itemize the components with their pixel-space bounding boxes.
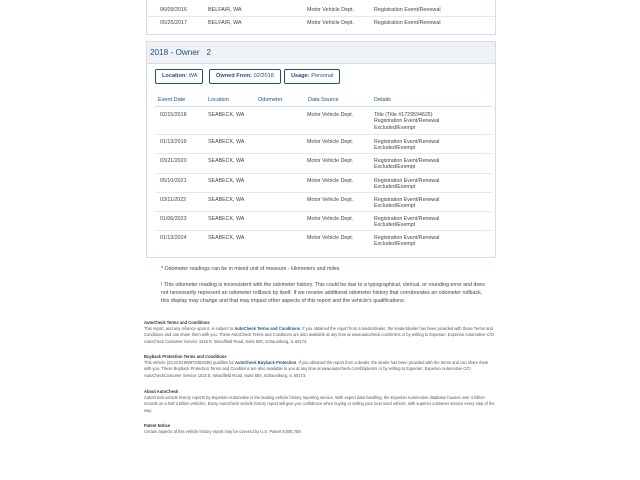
table-row [155,154,492,174]
event-date: 03/11/2022 [160,197,187,203]
event-date: 05/25/2017 [160,20,187,26]
event-detail-line: Registration Event/Renewal [374,216,440,222]
event-location: SEABECK, WA [208,112,245,118]
event-location: SEABECK, WA [208,235,245,241]
patent-section [144,423,496,435]
event-detail-line: Excluded/Exempt [374,241,416,248]
mixed-units-note: * Odometer readings can be in mixed unit of measure - kilometers and miles [161,266,340,272]
owner-title [150,48,211,57]
event-source: Motor Vehicle Dept. [307,216,354,222]
event-details [374,178,439,191]
event-detail-line: Registration Event/Renewal [374,197,440,203]
event-details [374,216,439,229]
table-row [147,4,495,17]
column-header-odometer: Odometer [258,97,283,103]
event-date: 02/15/2018 [160,112,187,118]
owner-card-header [147,42,495,64]
table-row [155,212,492,231]
location-badge-label: Location: [162,73,188,79]
buyback-link[interactable]: AutoCheck Buyback Protection [235,360,297,366]
event-location: BELFAIR, WA [208,7,242,13]
event-location: SEABECK, WA [208,216,245,222]
buyback-text-pre: This vehicle (2C4CK19W8T3384035) qualifies for [144,360,234,366]
event-date: 03/21/2020 [160,158,187,164]
event-location: BELFAIR, WA [208,20,242,26]
column-header-data-source: Data Source [308,97,339,103]
event-source: Motor Vehicle Dept. [307,20,355,26]
event-source: Motor Vehicle Dept. [307,178,354,184]
terms-text-pre: This report, and any reliance upon it, is subject to [144,326,234,332]
event-location: SEABECK, WA [208,178,245,184]
event-detail-line: Title (Title #1729594625) [374,112,433,118]
event-details [374,235,439,248]
table-row [155,174,492,193]
table-row [155,108,492,135]
event-detail-line: Registration Event/Renewal [374,235,440,241]
usage-badge [284,69,340,84]
event-detail-line: Excluded/Exempt [374,203,416,210]
event-details: Registration Event/Renewal [374,20,441,26]
event-detail-line: Excluded/Exempt [374,222,416,229]
inconsistent-odometer-note: ! This odometer reading is inconsistent with the odometer history. This could be due to a typographical, clerical, or rounding error and does not necessarily represent an odometer rollback by itself. If we receive additional odometer history that corroborates an odometer rollback, this display may change and that may impact other aspects of this report and the vehicle's qualifications. [161,282,485,304]
buyback-section [144,354,496,379]
event-details [374,197,439,210]
event-source: Motor Vehicle Dept. [307,235,354,241]
event-source: Motor Vehicle Dept. [307,139,354,145]
terms-section [144,320,496,345]
table-row [155,231,492,251]
owner-title-text: 2018 - Owner [150,48,200,57]
event-detail-line: Excluded/Exempt [374,164,416,171]
column-header-location: Location [208,97,229,103]
event-detail-line: Excluded/Exempt [374,145,416,152]
terms-heading: AutoCheck Terms and Conditions [144,320,210,325]
buyback-text-post: . If you obtained the report from a dealer, the dealer has been provided with the terms and can share them with you. These Buyback Protection Terms and Conditions are also available to you at any time at www.autocheck.com/bbpterms or by writing to Experian: Experian Automotive C/O AutoCheckCustomer Service 1515 E. Woodfield Road, Suite 500, Schaumburg, IL 60173. [144,360,489,378]
owned-from-badge [209,69,281,84]
table-row [147,17,495,30]
usage-badge-value: Personal [311,73,334,79]
event-details [374,112,439,131]
buyback-heading: Buyback Protection Terms and Conditions [144,354,227,359]
event-date: 01/06/2023 [160,216,187,222]
column-header-details: Details [374,97,391,103]
event-location: SEABECK, WA [208,197,245,203]
event-source: Motor Vehicle Dept. [307,158,354,164]
table-row [155,135,492,154]
patent-heading: Patent Notice [144,423,171,428]
event-detail-line: Excluded/Exempt [374,124,416,131]
event-source: Motor Vehicle Dept. [307,197,354,203]
event-detail-line: Registration Event/Renewal [374,118,440,125]
event-detail-line: Excluded/Exempt [374,184,416,191]
event-details [374,158,439,171]
location-badge [155,69,203,84]
event-date: 05/10/2021 [160,178,187,184]
event-date: 06/09/2016 [160,7,187,13]
column-header-event-date: Event Date [158,97,186,103]
event-date: 01/13/2019 [160,139,187,145]
terms-text-post: . If you obtained the report from a lender/dealer, the lender/dealer has been provided with those Terms and Conditions and can share them with you. These AutoCheck Terms and Conditions are also available at any time at www.autocheck.com/terms or by writing to Experian: Experian Automotive C/O AutoCheck Customer Service 1515 E. Woodfield Road, Suite 500, Schaumburg, IL 60173. [144,326,494,344]
owner-number: 2 [206,48,211,57]
about-heading: About AutoCheck [144,389,179,394]
event-date: 01/13/2024 [160,235,187,241]
usage-badge-label: Usage: [291,73,310,79]
patent-text: Certain aspects of this vehicle history report may be covered by U.S. Patent 8,005,759. [144,429,302,435]
about-text: AutoCheck vehicle history reports by Experian Automotive is the leading vehicle history reporting service. With expert data handling, the Experian Automotive database houses over 4 billion records on a half a billion vehicles. Every AutoCheck vehicle history report will give you confidence when buying or selling your next used vehicle, with superior customer service every step of the way. [144,395,495,413]
event-detail-line: Registration Event/Renewal [374,178,440,184]
header-divider [155,106,492,107]
owned-from-badge-value: 02/2018 [253,73,274,79]
event-details: Registration Event/Renewal [374,7,441,13]
previous-owner-events-table [146,0,496,35]
about-section [144,389,496,414]
event-source: Motor Vehicle Dept. [307,112,354,118]
table-row [155,193,492,212]
event-source: Motor Vehicle Dept. [307,7,355,13]
event-details [374,139,439,152]
location-badge-value: WA [188,73,198,79]
event-location: SEABECK, WA [208,158,245,164]
event-detail-line: Registration Event/Renewal [374,158,440,164]
terms-link[interactable]: AutoCheck Terms and Conditions [234,326,300,332]
event-location: SEABECK, WA [208,139,245,145]
event-detail-line: Registration Event/Renewal [374,139,440,145]
owner-history-card [146,41,496,258]
owned-from-badge-label: Owned From: [216,73,253,79]
